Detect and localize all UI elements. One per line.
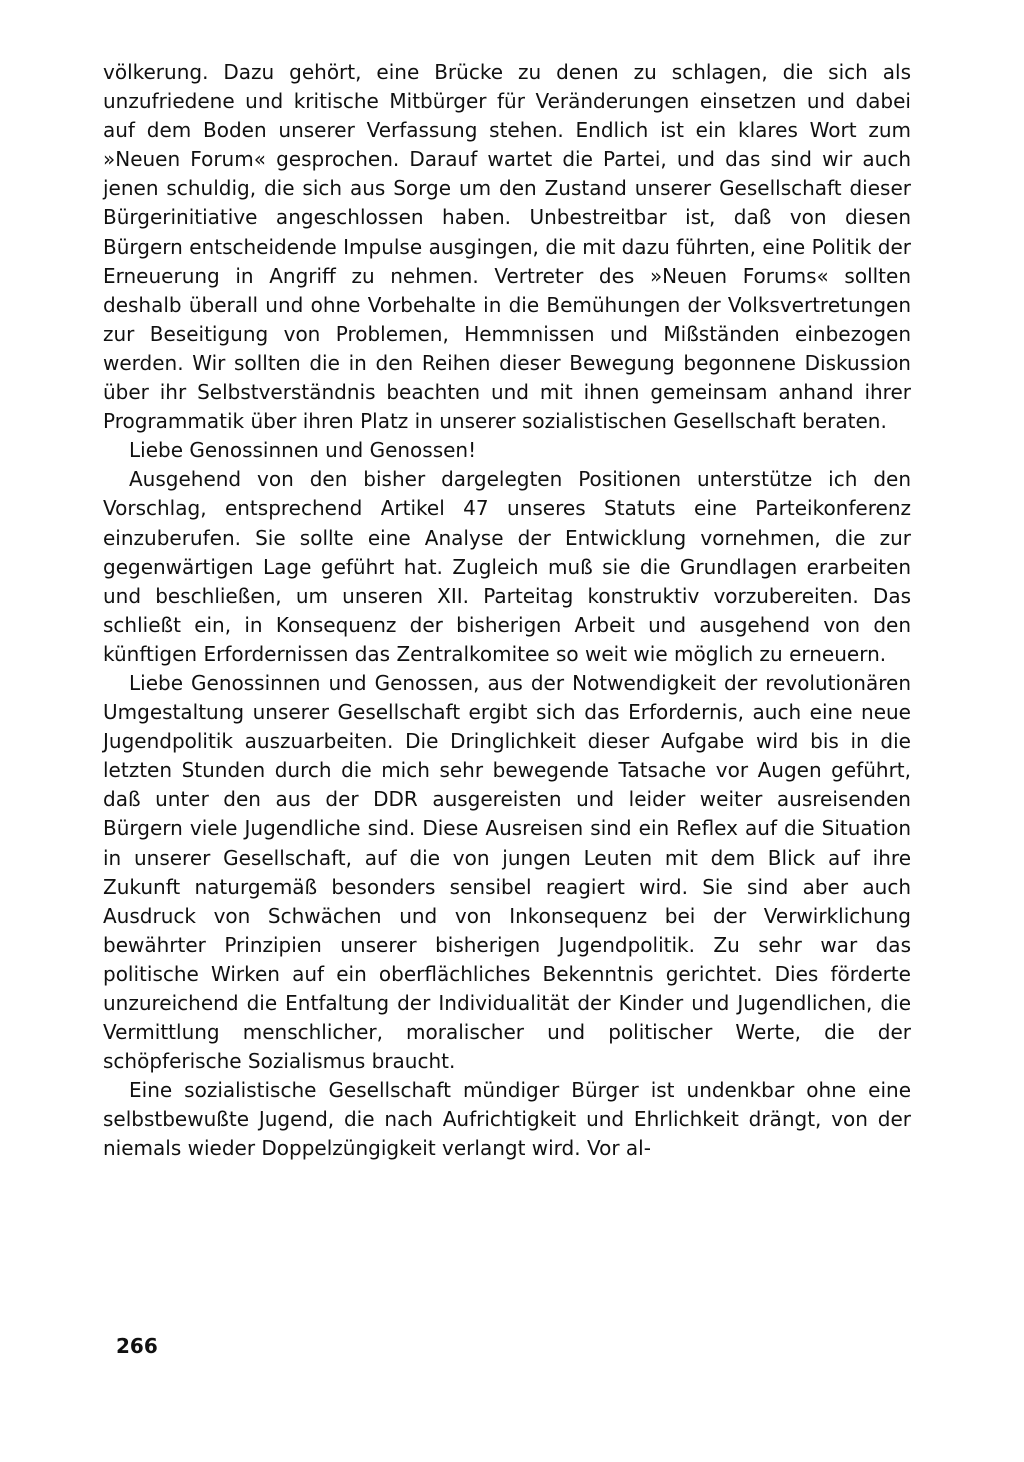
paragraph-salutation: Liebe Genossinnen und Genossen! [129,438,477,463]
page-number: 266 [116,1334,158,1358]
paragraph-parteikonferenz: Ausgehend von den bisher dargelegten Positionen unterstütze ich den Vorschlag, entsprechend Artikel 47 unseres Statuts eine Parteikonferenz einzuberufen. Sie sollte eine Analyse der Entwicklung vornehmen, die zur gegenwärtigen Lage geführt hat. Zugleich muß sie die Grundlagen erarbeiten und beschließen, um unseren XII. Parteitag konstruktiv vorzubereiten. Das schließt ein, in Konsequenz der bisherigen Arbeit und ausgehend von den künftigen Erfordernissen das Zentralkomitee so weit wie möglich zu erneuern. [103,467,911,666]
paragraph-neues-forum: völkerung. Dazu gehört, eine Brücke zu denen zu schlagen, die sich als unzufriedene und kritische Mitbürger für Veränderungen einsetzen und dabei auf dem Boden unserer Verfassung stehen. Endlich ist ein klares Wort zum »Neuen Forum« gesprochen. Darauf wartet die Partei, und das sind wir auch jenen schuldig, die sich aus Sorge um den Zustand unserer Gesellschaft dieser Bürgerinitiative angeschlossen haben. Unbestreitbar ist, daß von diesen Bürgern entscheidende Impulse ausgingen, die mit dazu führten, eine Politik der Erneuerung in Angriff zu nehmen. Vertreter des »Neuen Forums« sollten deshalb überall und ohne Vorbehalte in die Bemühungen der Volksvertretungen zur Beseitigung von Problemen, Hemmnissen und Mißständen einbezogen werden. Wir sollten die in den Reihen dieser Bewegung begonnene Diskussion über ihr Selbstverständnis beachten und mit ihnen gemeinsam anhand ihrer Programmatik über ihren Platz in unserer sozialistischen Gesellschaft beraten. [103,60,911,434]
book-page [103,58,911,1398]
paragraph-muendige-buerger: Eine sozialistische Gesellschaft mündiger Bürger ist undenkbar ohne eine selbstbewußte Jugend, die nach Aufrichtigkeit und Ehrlichkeit drängt, von der niemals wieder Doppelzüngigkeit verlangt wird. Vor al- [103,1078,911,1161]
paragraph-jugendpolitik: Liebe Genossinnen und Genossen, aus der Notwendigkeit der revolutionären Umgestaltung unserer Gesellschaft ergibt sich das Erfordernis, auch eine neue Jugendpolitik auszuarbeiten. Die Dringlichkeit dieser Aufgabe wird bis in die letzten Stunden durch die mich sehr bewegende Tatsache vor Augen geführt, daß unter den aus der DDR ausgereisten und leider weiter ausreisenden Bürgern viele Jugendliche sind. Diese Ausreisen sind ein Reflex auf die Situation in unserer Gesellschaft, auf die von jungen Leuten mit dem Blick auf ihre Zukunft naturgemäß besonders sensibel reagiert wird. Sie sind aber auch Ausdruck von Schwächen und von Inkonsequenz bei der Verwirklichung bewährter Prinzipien unserer bisherigen Jugendpolitik. Zu sehr war das politische Wirken auf ein oberflächliches Bekenntnis gerichtet. Dies förderte unzureichend die Entfaltung der Individualität der Kinder und Jugendlichen, die Vermittlung menschlicher, moralischer und politischer Werte, die der schöpferische Sozialismus braucht. [103,670,911,1074]
